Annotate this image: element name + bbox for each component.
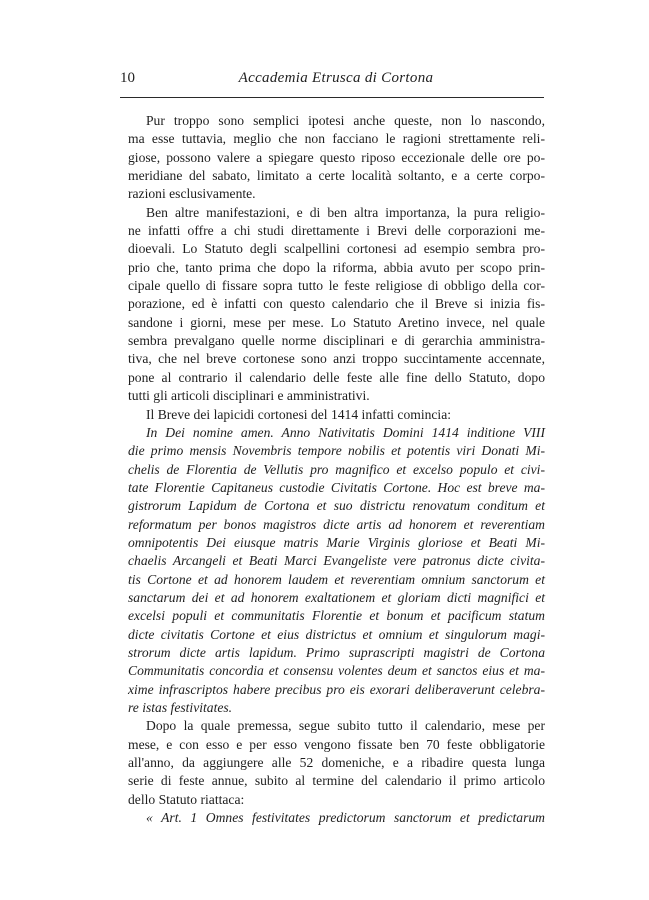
paragraph-2 <box>128 204 545 406</box>
text-line: Ben altre manifestazioni, e di ben altra importanza, la pura religio- <box>146 204 545 220</box>
text-line: ma esse tuttavia, meglio che non facciano le ragioni strettamente reli- <box>128 131 545 147</box>
text-line: excelsi populi et communitatis Florentie et bonum et pacificum statum <box>128 608 545 624</box>
text-line: Pur troppo sono semplici ipotesi anche queste, non lo nascondo, <box>146 113 545 128</box>
page-number: 10 <box>120 70 135 86</box>
text-line: re istas festivitates. <box>128 700 233 715</box>
text-line: pone al contrario il calendario delle feste alle fine dello Statuto, dopo <box>128 369 545 385</box>
text-line: chelis de Florentia de Vellutis pro magnifico et excelso populo et civi- <box>128 461 545 477</box>
text-line: cipale quello di fissare sopra tutto le feste religiose di obbligo della cor- <box>128 278 545 294</box>
text-line: omnipotentis Dei eiusque matris Marie Virginis gloriose et Beati Mi- <box>128 534 545 550</box>
text-line: die primo mensis Novembris tempore nobilis et potentis viri Donati Mi- <box>128 443 545 459</box>
text-line: sandone i giorni, mese per mese. Lo Statuto Aretino invece, nel quale <box>128 314 545 330</box>
text-line: meridiane del sabato, limitato a certe località soltanto, e a certe corpo- <box>128 168 545 184</box>
text-line: dello Statuto riattaca: <box>128 791 245 807</box>
text-line: dicte civitatis Cortone et eius districtus et omnium et singulorum magi- <box>128 626 545 642</box>
paragraph-3 <box>128 406 545 424</box>
text-line: mese, e con esso e per esso vengono fissate ben 70 feste obbligatorie <box>128 736 545 752</box>
text-line: ne infatti offre a chi studi direttamente i Brevi delle corporazioni me- <box>128 223 545 239</box>
statute-article-quote <box>128 809 545 827</box>
text-line: xime infrascriptos habere precibus pro eis exorari deliberaverunt celebra- <box>128 681 545 697</box>
text-line: prio che, tanto prima che dopo la riforma, abbia avuto per scopo prin- <box>128 259 545 275</box>
text-line: dioevali. Lo Statuto degli scalpellini cortonesi ad esempio sembra pro- <box>128 241 545 257</box>
text-line: reformatum per bonos magistros dicte artis ad honorem et reverentiam <box>128 516 545 532</box>
text-line: tis Cortone et ad honorem laudem et reverentiam omnium sanctorum et <box>128 571 545 587</box>
text-line: Il Breve dei lapicidi cortonesi del 1414 infatti comincia: <box>146 406 452 422</box>
text-line: tiva, che nel breve cortonese sono anzi troppo succintamente accennate, <box>128 351 545 367</box>
text-line: Dopo la quale premessa, segue subito tutto il calendario, mese per <box>146 718 545 734</box>
paragraph-5 <box>128 717 545 809</box>
text-line: razioni esclusivamente. <box>128 186 256 202</box>
page-body <box>128 112 545 827</box>
text-line: sanctarum dei et ad honorem exaltationem et gloriam dicti magnifici et <box>128 589 545 605</box>
text-line: porazione, ed è infatti con questo calendario che il Breve si inizia fis- <box>128 296 545 312</box>
text-line: In Dei nomine amen. Anno Nativitatis Domini 1414 inditione VIII <box>146 424 545 440</box>
text-line: serie di feste annue, subito al termine del calendario il primo articolo <box>128 773 545 789</box>
running-header <box>120 70 544 90</box>
text-line: « Art. 1 Omnes festivitates predictorum sanctorum et predictarum <box>146 810 545 826</box>
text-line: Communitatis concordia et consensu volentes deum et sanctos eius et ma- <box>128 663 545 679</box>
latin-quotation <box>128 424 545 718</box>
text-line: sembra prevalgano quelle norme disciplinari e di gerarchia amministra- <box>128 333 545 349</box>
text-line: strorum dicte artis lapidum. Primo suprascripti magistri de Cortona <box>128 644 545 660</box>
paragraph-1 <box>128 112 545 204</box>
text-line: gistrorum Lapidum de Cortona et suo districtu renovatum conditum et <box>128 498 545 514</box>
text-line: chaelis Arcangeli et Beati Marci Evangeliste vere patronus dicte civita- <box>128 553 545 569</box>
header-rule <box>120 97 544 98</box>
text-line: tate Florentie Capitaneus custodie Civitatis Cortone. Hoc est breve ma- <box>128 479 545 495</box>
text-line: tutti gli articoli disciplinari e amministrativi. <box>128 388 370 404</box>
running-title: Accademia Etrusca di Cortona <box>238 70 434 86</box>
text-line: giose, possono valere a spiegare questo riposo eccezionale delle ore po- <box>128 149 545 165</box>
text-line: all'anno, da aggiungere alle 52 domeniche, e a ribadire questa lunga <box>128 755 545 771</box>
